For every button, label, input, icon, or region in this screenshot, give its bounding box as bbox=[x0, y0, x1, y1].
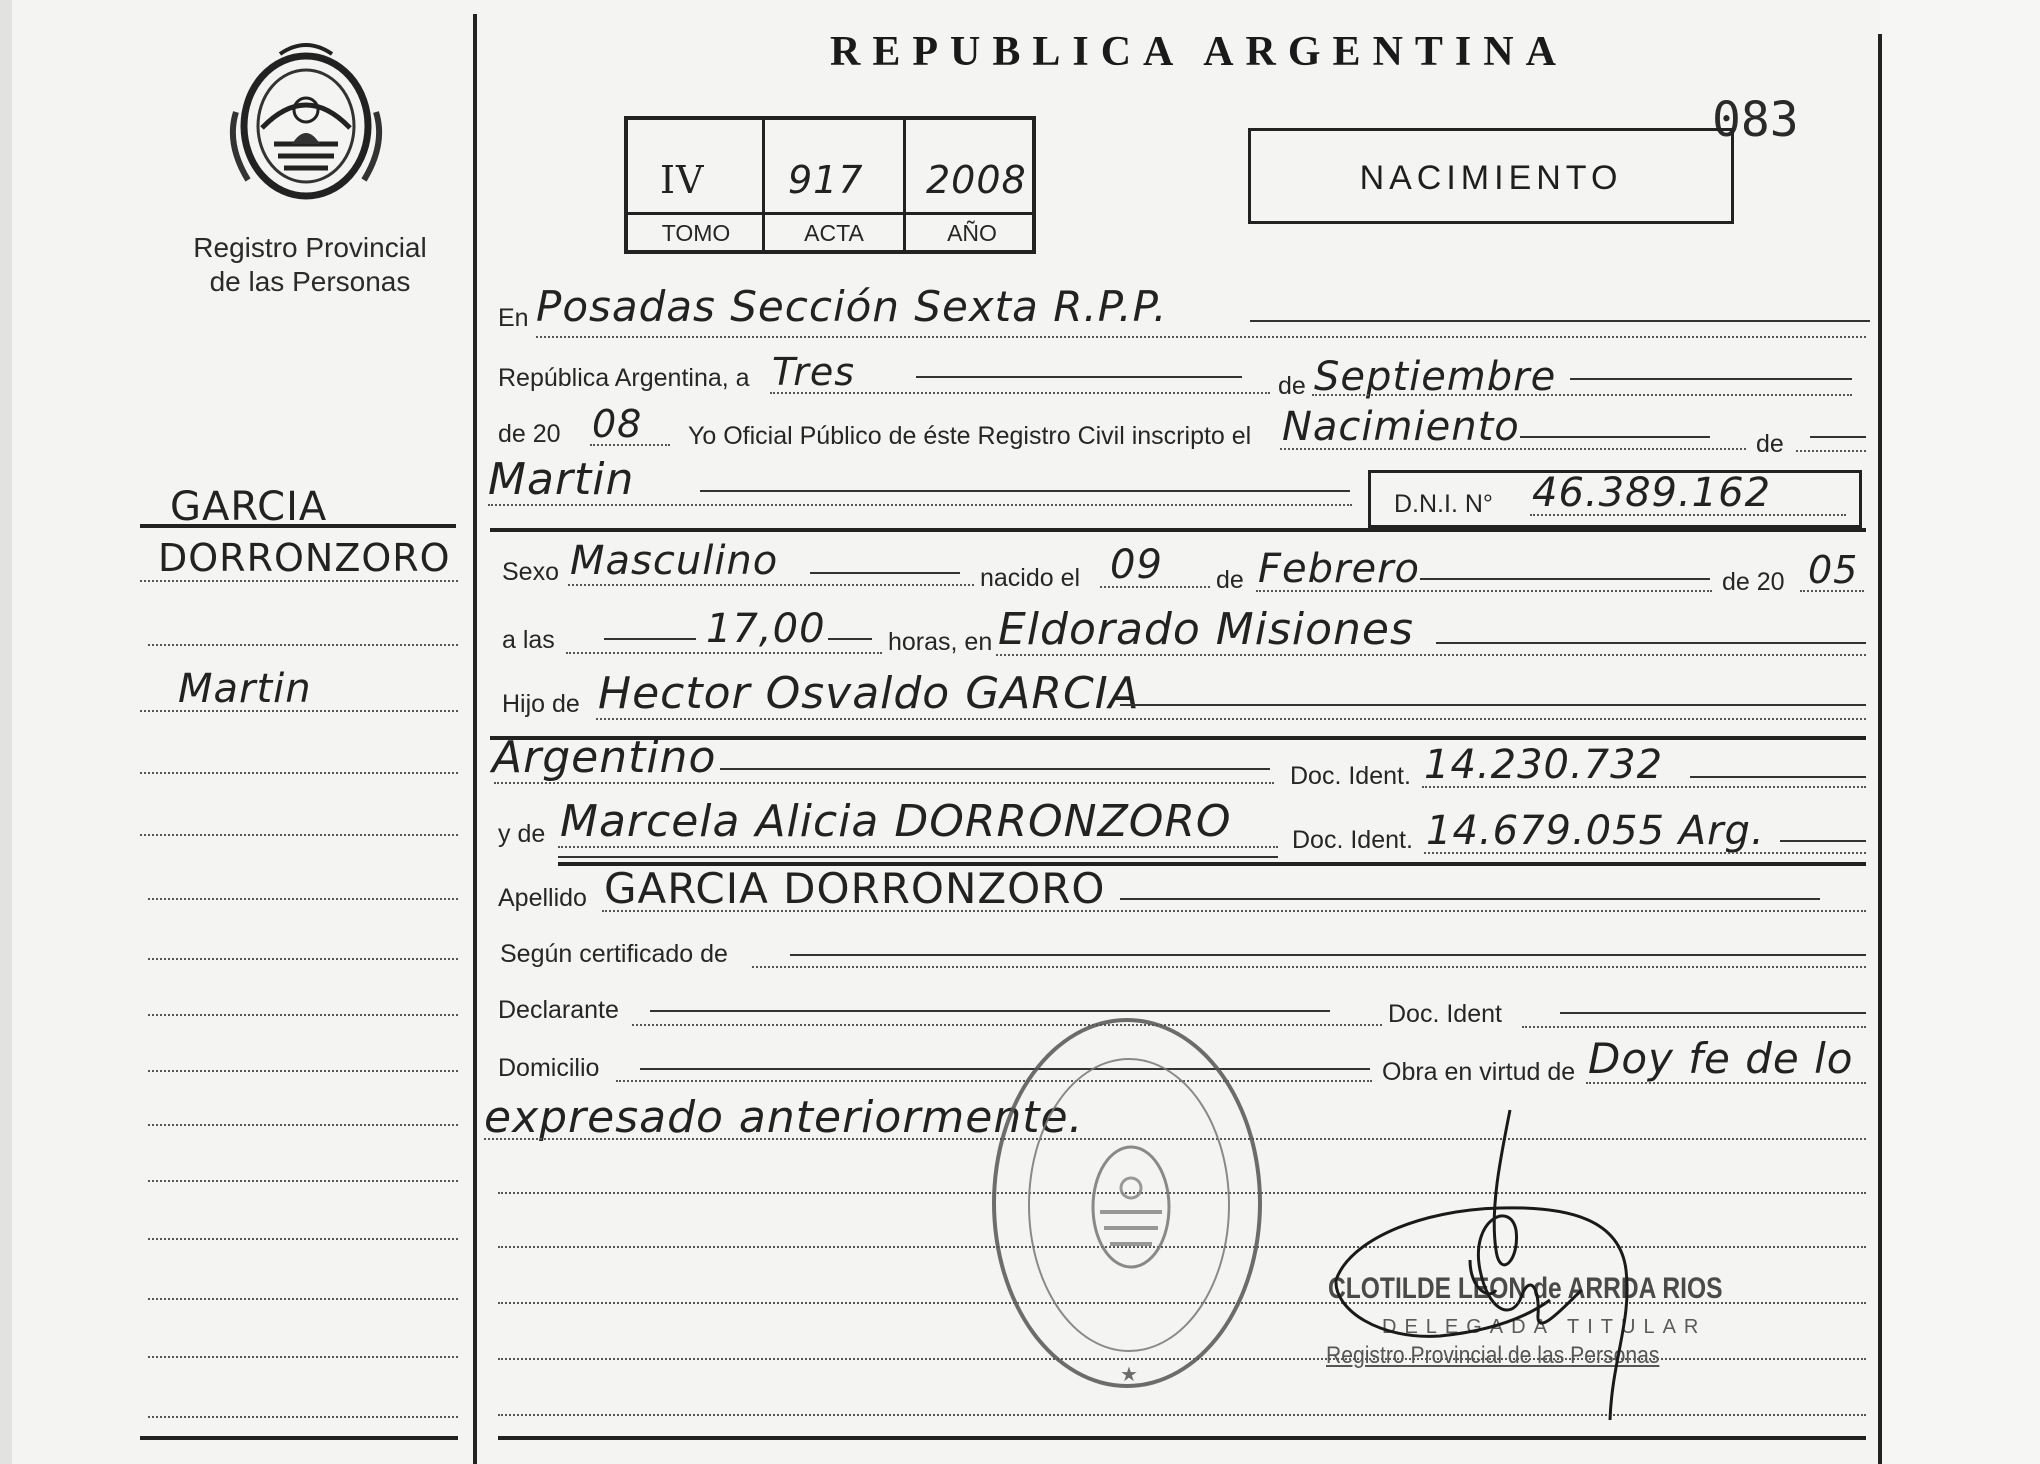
margin-line bbox=[148, 1014, 458, 1016]
en-value: Posadas Sección Sexta R.P.P. bbox=[536, 282, 1168, 331]
apellido-label: Apellido bbox=[498, 884, 587, 912]
margin-line bbox=[140, 772, 458, 774]
fill-line bbox=[752, 966, 1866, 968]
nacido-label: nacido el bbox=[980, 564, 1081, 592]
signer-title-stamp: DELEGADA TITULAR bbox=[1382, 1316, 1707, 1338]
de-label-2: de bbox=[1756, 430, 1784, 458]
margin-line bbox=[148, 644, 458, 646]
mes-value: Septiembre bbox=[1314, 354, 1557, 400]
apellido-value: GARCIA DORRONZORO bbox=[604, 864, 1106, 913]
table-divider bbox=[628, 212, 1032, 215]
fill-line bbox=[1560, 1012, 1866, 1014]
fill-line bbox=[558, 846, 1278, 848]
fill-line bbox=[536, 336, 1866, 338]
fill-line bbox=[1780, 840, 1866, 842]
dia-value: Tres bbox=[772, 350, 856, 394]
dni-label: D.N.I. N° bbox=[1394, 490, 1493, 518]
madre-doc: 14.679.055 Arg. bbox=[1426, 808, 1765, 854]
doc-ident-label-2: Doc. Ident. bbox=[1292, 826, 1413, 854]
fill-line bbox=[770, 392, 1270, 394]
margin-line bbox=[140, 710, 458, 712]
margin-apellido-1: GARCIA bbox=[170, 484, 328, 530]
anio-label: AÑO bbox=[947, 220, 997, 246]
registry-name-line1: Registro Provincial bbox=[193, 232, 427, 263]
fill-line bbox=[1690, 776, 1866, 778]
margin-line bbox=[148, 1180, 458, 1182]
fill-line bbox=[1100, 586, 1210, 588]
record-type-box bbox=[1248, 128, 1734, 224]
fill-line bbox=[1420, 578, 1710, 580]
fill-line bbox=[488, 504, 1352, 506]
fill-line bbox=[558, 856, 1278, 858]
margin-line bbox=[148, 1416, 458, 1418]
sexo-label: Sexo bbox=[502, 558, 559, 586]
alas-label: a las bbox=[502, 626, 555, 654]
signer-registry-stamp: Registro Provincial de las Personas bbox=[1326, 1342, 1660, 1369]
margin-line bbox=[148, 1070, 458, 1072]
tomo-label: TOMO bbox=[661, 220, 731, 246]
acta-label: ACTA bbox=[804, 220, 864, 246]
fill-line bbox=[1436, 642, 1866, 644]
margin-line bbox=[148, 1124, 458, 1126]
de-label-3: de bbox=[1216, 566, 1244, 594]
fill-line bbox=[632, 1024, 1382, 1026]
anio-value: 2008 bbox=[926, 158, 1027, 202]
margin-apellido-2: DORRONZORO bbox=[158, 536, 451, 580]
doc-ident-label: Doc. Ident. bbox=[1290, 762, 1411, 790]
de-label: de bbox=[1278, 372, 1306, 400]
fill-line bbox=[602, 910, 1866, 912]
fill-line bbox=[590, 444, 670, 446]
fill-line bbox=[1256, 590, 1712, 592]
margin-line bbox=[148, 1298, 458, 1300]
acta-table bbox=[624, 116, 1036, 254]
fill-line bbox=[1312, 394, 1852, 396]
document-title: REPUBLICA ARGENTINA bbox=[830, 29, 1568, 75]
margin-nombre: Martin bbox=[178, 666, 312, 712]
fill-line bbox=[790, 954, 1866, 956]
fill-line bbox=[720, 768, 1270, 770]
fill-line bbox=[1570, 378, 1852, 380]
official-signature bbox=[1320, 1100, 1660, 1430]
fill-line bbox=[498, 1414, 1866, 1416]
margin-bottom-rule bbox=[140, 1436, 458, 1440]
registry-name-line2: de las Personas bbox=[209, 266, 411, 297]
fill-line bbox=[916, 376, 1242, 378]
page-right-border bbox=[1878, 34, 1882, 1464]
obra-value: Doy fe de lo bbox=[1588, 1034, 1854, 1083]
fill-line bbox=[1796, 450, 1866, 452]
padre-doc: 14.230.732 bbox=[1424, 742, 1664, 788]
fill-line bbox=[616, 1080, 1372, 1082]
nacido-anio: 05 bbox=[1808, 548, 1859, 592]
acta-value: 917 bbox=[788, 158, 864, 202]
fill-line bbox=[996, 654, 1866, 656]
seal-coat-of-arms-icon bbox=[1088, 1132, 1174, 1282]
fill-line bbox=[1424, 852, 1866, 854]
fill-line bbox=[1520, 436, 1710, 438]
padre-value: Hector Osvaldo GARCIA bbox=[598, 668, 1140, 719]
section-rule bbox=[490, 528, 1866, 532]
hijo-label: Hijo de bbox=[502, 690, 580, 718]
republica-label: República Argentina, a bbox=[498, 364, 750, 392]
page-edge-shadow bbox=[0, 0, 12, 1464]
fill-line bbox=[566, 652, 882, 654]
tomo-value: IV bbox=[660, 158, 705, 202]
horas-en-label: horas, en bbox=[888, 628, 993, 656]
declarante-label: Declarante bbox=[498, 996, 619, 1024]
nacido-mes: Febrero bbox=[1258, 546, 1420, 592]
page-right-margin bbox=[1880, 0, 2040, 1464]
fill-line bbox=[1422, 786, 1866, 788]
obra-value-continuation: expresado anteriormente. bbox=[484, 1092, 1084, 1143]
lugar-value: Eldorado Misiones bbox=[998, 604, 1414, 655]
fill-line bbox=[810, 572, 960, 574]
delegation-seal bbox=[992, 1018, 1262, 1388]
dni-value: 46.389.162 bbox=[1532, 470, 1772, 516]
yde-label: y de bbox=[498, 820, 546, 848]
fill-line bbox=[1120, 704, 1866, 706]
fill-line bbox=[1530, 514, 1846, 516]
nombre-value: Martin bbox=[488, 454, 635, 505]
madre-value: Marcela Alicia DORRONZORO bbox=[560, 796, 1232, 847]
hora-value: 17,00 bbox=[706, 606, 826, 652]
fill-line bbox=[596, 718, 1866, 720]
margin-line bbox=[148, 898, 458, 900]
margin-line bbox=[148, 1238, 458, 1240]
signer-name-stamp: CLOTILDE LEON de ARRDA RIOS bbox=[1328, 1272, 1723, 1305]
margin-separator bbox=[140, 524, 456, 528]
padre-nacionalidad: Argentino bbox=[492, 732, 717, 783]
domicilio-label: Domicilio bbox=[498, 1054, 600, 1082]
fill-line bbox=[568, 584, 974, 586]
en-label: En bbox=[498, 304, 529, 332]
bottom-rule bbox=[498, 1436, 1866, 1440]
segun-label: Según certificado de bbox=[500, 940, 728, 968]
fill-line bbox=[1120, 898, 1820, 900]
fill-line bbox=[650, 1010, 1330, 1012]
anio-inscripcion: 08 bbox=[592, 402, 643, 446]
margin-line bbox=[140, 834, 458, 836]
obra-label: Obra en virtud de bbox=[1382, 1058, 1576, 1086]
document-corner-number: 083 bbox=[1712, 92, 1799, 148]
fill-line bbox=[700, 490, 1350, 492]
fill-line bbox=[1522, 1026, 1866, 1028]
fill-line bbox=[1810, 436, 1866, 438]
de20-label-2: de 20 bbox=[1722, 568, 1785, 596]
fill-line bbox=[640, 1068, 1370, 1070]
record-type-label: NACIMIENTO bbox=[1359, 159, 1623, 197]
inscripto-value: Nacimiento bbox=[1282, 404, 1520, 450]
fill-line bbox=[1250, 320, 1870, 322]
fill-line bbox=[1586, 1082, 1866, 1084]
fill-line bbox=[1800, 590, 1864, 592]
misiones-coat-of-arms-logo bbox=[222, 32, 390, 212]
fill-line bbox=[1280, 448, 1746, 450]
margin-line bbox=[140, 580, 458, 582]
fill-line bbox=[604, 638, 696, 640]
nacido-dia: 09 bbox=[1110, 542, 1163, 588]
margin-line bbox=[148, 1356, 458, 1358]
de20-label: de 20 bbox=[498, 420, 561, 448]
fill-line bbox=[828, 638, 872, 640]
fill-line bbox=[494, 782, 1274, 784]
margin-line bbox=[148, 958, 458, 960]
sexo-value: Masculino bbox=[570, 538, 779, 584]
seal-star-icon: ★ bbox=[1120, 1364, 1138, 1386]
oficial-text: Yo Oficial Público de éste Registro Civil inscripto el bbox=[688, 422, 1252, 450]
doc-ident-label-3: Doc. Ident bbox=[1388, 1000, 1502, 1028]
